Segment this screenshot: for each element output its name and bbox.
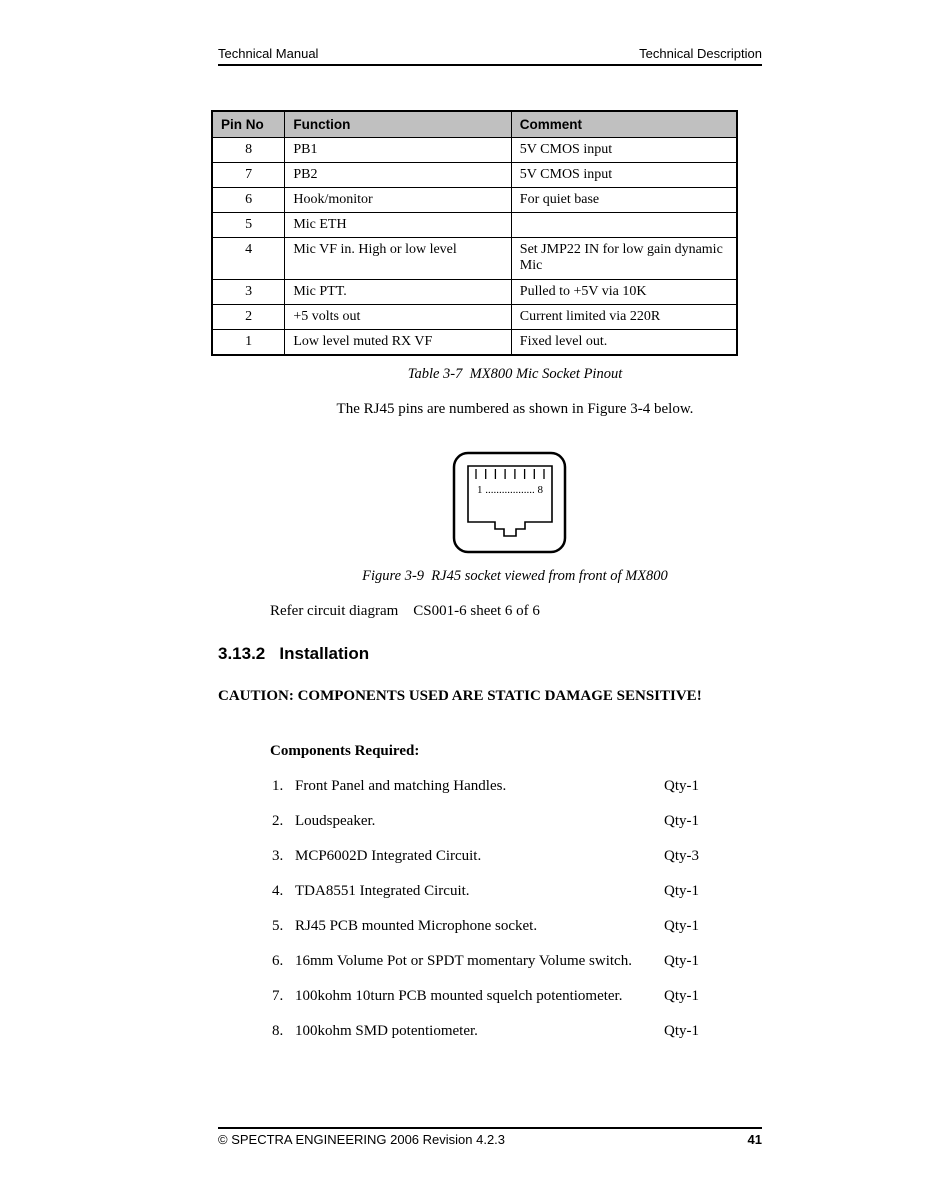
table-header-row [212,111,737,138]
function-cell: Mic VF in. High or low level [285,238,511,280]
rj45-outer-body [454,453,565,552]
pin-no-cell: 7 [212,163,285,188]
section-heading: 3.13.2 Installation [218,644,370,663]
rj45-inner-opening [468,466,552,536]
refer-circuit-text: Refer circuit diagram CS001-6 sheet 6 of 6 [270,603,540,619]
item-name: 100kohm SMD potentiometer. [295,1023,478,1039]
item-name: MCP6002D Integrated Circuit. [295,848,482,864]
item-number: 8. [272,1023,284,1039]
item-name: Loudspeaker. [295,813,376,829]
components-required-heading: Components Required: [270,743,420,759]
footer-copyright-text: © SPECTRA ENGINEERING 2006 Revision 4.2.3 [218,1132,506,1147]
item-qty: Qty-1 [664,953,699,969]
rj45-socket-figure [451,450,569,556]
pinout-table [211,110,738,356]
function-cell: Mic ETH [285,213,511,238]
item-name: Front Panel and matching Handles. [295,778,507,794]
rj45-pin-contacts [476,469,544,479]
list-item [272,778,724,813]
item-qty: Qty-1 [664,1023,699,1039]
list-item [272,848,724,883]
col-header-function: Function [285,111,511,138]
item-qty: Qty-1 [664,778,699,794]
function-cell: Low level muted RX VF [285,330,511,356]
table-row [212,280,737,305]
item-name: RJ45 PCB mounted Microphone socket. [295,918,538,934]
rj45-intro-text: The RJ45 pins are numbered as shown in Figure 3-4 below. [336,401,694,417]
item-number: 1. [272,778,284,794]
table-row [212,238,737,280]
item-number: 4. [272,883,284,899]
table-row [212,188,737,213]
table-row [212,330,737,356]
caution-text: CAUTION: COMPONENTS USED ARE STATIC DAMAGE SENSITIVE! [218,688,702,704]
function-cell: PB1 [285,138,511,163]
table-row [212,163,737,188]
pin-no-cell: 6 [212,188,285,213]
page-footer [218,1132,762,1147]
item-qty: Qty-3 [664,848,699,864]
pin-no-cell: 2 [212,305,285,330]
item-number: 3. [272,848,284,864]
comment-cell: 5V CMOS input [511,163,737,188]
page-header [218,46,762,61]
list-item [272,883,724,918]
pin-no-cell: 8 [212,138,285,163]
components-list [272,778,724,1058]
footer-rule [218,1127,762,1129]
item-qty: Qty-1 [664,988,699,1004]
pin-no-cell: 5 [212,213,285,238]
item-number: 6. [272,953,284,969]
figure-caption: Figure 3-9 RJ45 socket viewed from front of MX800 [362,568,668,584]
item-name: TDA8551 Integrated Circuit. [295,883,470,899]
pin-no-cell: 1 [212,330,285,356]
list-item [272,918,724,953]
item-qty: Qty-1 [664,883,699,899]
function-cell: Mic PTT. [285,280,511,305]
comment-cell [511,213,737,238]
item-qty: Qty-1 [664,813,699,829]
pin-no-cell: 4 [212,238,285,280]
table-row [212,213,737,238]
col-header-comment: Comment [511,111,737,138]
comment-cell: 5V CMOS input [511,138,737,163]
function-cell: Hook/monitor [285,188,511,213]
function-cell: +5 volts out [285,305,511,330]
list-item [272,1023,724,1058]
item-qty: Qty-1 [664,918,699,934]
comment-cell: Pulled to +5V via 10K [511,280,737,305]
item-number: 2. [272,813,284,829]
rj45-pin-numbers-label: 1 .................. 8 [477,484,543,496]
header-left-text: Technical Manual [218,46,319,61]
list-item [272,813,724,848]
col-header-pin-no: Pin No [212,111,285,138]
item-name: 16mm Volume Pot or SPDT momentary Volume switch. [295,953,632,969]
table-row [212,138,737,163]
item-number: 7. [272,988,284,1004]
table-row [212,305,737,330]
header-rule [218,64,762,66]
item-number: 5. [272,918,284,934]
comment-cell: For quiet base [511,188,737,213]
comment-cell: Set JMP22 IN for low gain dynamic Mic [511,238,737,280]
page-number: 41 [747,1132,762,1147]
table-caption: Table 3-7 MX800 Mic Socket Pinout [407,366,623,382]
pin-no-cell: 3 [212,280,285,305]
function-cell: PB2 [285,163,511,188]
list-item [272,988,724,1023]
item-name: 100kohm 10turn PCB mounted squelch potentiometer. [295,988,623,1004]
comment-cell: Fixed level out. [511,330,737,356]
comment-cell: Current limited via 220R [511,305,737,330]
list-item [272,953,724,988]
header-right-text: Technical Description [639,46,762,61]
